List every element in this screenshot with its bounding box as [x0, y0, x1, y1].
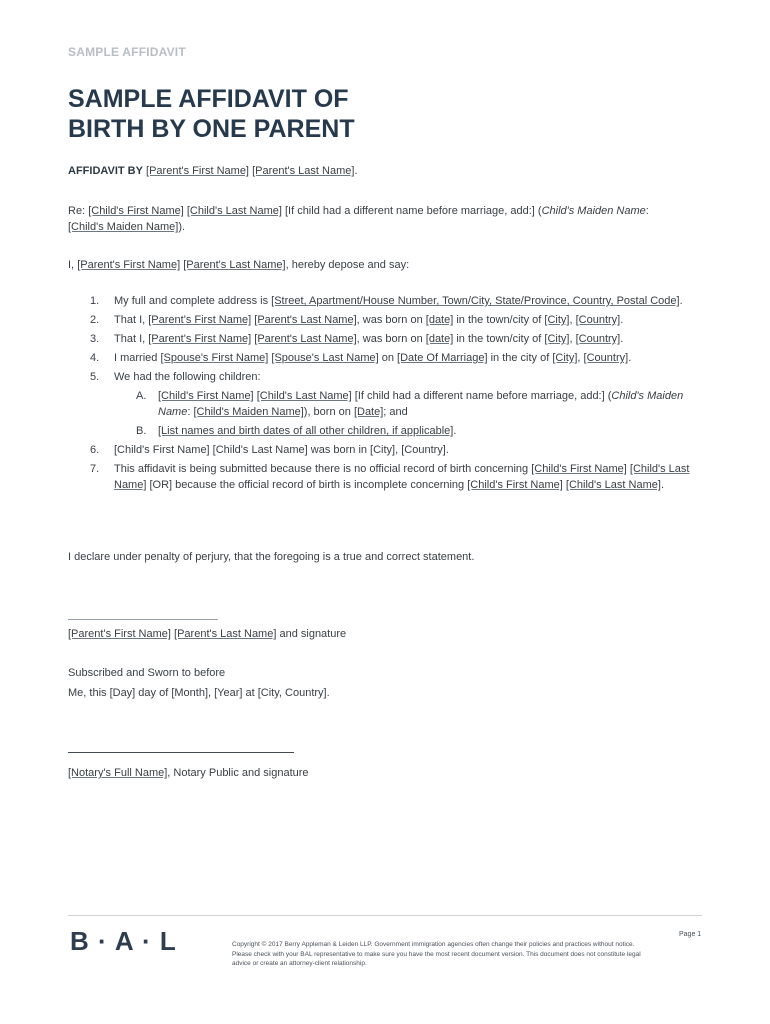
maiden-name-label: Child's Maiden Name: [541, 205, 646, 217]
maiden-name-label: Name: [158, 406, 188, 418]
item-number: 4.: [90, 352, 100, 364]
date-placeholder: [date]: [425, 333, 454, 345]
statement-list: [68, 293, 708, 496]
sworn-line-2: Me, this [Day] day of [Month], [Year] at [City, Country].: [68, 687, 330, 699]
item-text: I married: [114, 352, 158, 364]
item-number: 5.: [90, 371, 100, 383]
item-number: 1.: [90, 295, 100, 307]
item-text: My full and complete address is: [114, 295, 269, 307]
child-last-name-placeholder: [Child's Last Name]: [256, 390, 352, 402]
punctuation: ,: [569, 314, 573, 326]
notary-caption: [68, 765, 708, 781]
notary-signature-line: [68, 752, 294, 753]
punctuation: :: [187, 406, 191, 418]
punctuation: .: [660, 479, 664, 491]
list-item: [68, 442, 708, 458]
list-item: [68, 293, 708, 309]
parent-last-name-placeholder: [Parent's Last Name]: [254, 314, 357, 326]
running-header: SAMPLE AFFIDAVIT: [68, 45, 186, 59]
other-children-placeholder: [List names and birth dates of all other children, if applicable]: [158, 425, 454, 437]
punctuation: ,: [569, 333, 573, 345]
child-first-name-placeholder: [Child's First Name]: [158, 390, 254, 402]
country-placeholder: [Country]: [583, 352, 629, 364]
subitem-letter: B.: [136, 425, 147, 437]
footer-divider: [68, 915, 702, 916]
list-item: [68, 312, 708, 328]
punctuation: :: [645, 205, 649, 217]
affidavit-by-line: [68, 163, 708, 179]
list-item: [68, 461, 708, 493]
depose-prefix: I,: [68, 259, 75, 271]
city-placeholder: [City]: [552, 352, 578, 364]
item-text: [OR] because the official record of birth is incomplete concerning: [149, 479, 465, 491]
item-text: We had the following children:: [114, 371, 261, 383]
notary-name-placeholder: [Notary's Full Name]: [68, 767, 168, 779]
parent-signature-caption: [68, 626, 708, 642]
subitem-letter: A.: [136, 390, 147, 402]
declaration: I declare under penalty of perjury, that the foregoing is a true and correct statement.: [68, 551, 475, 563]
punctuation: .: [620, 333, 624, 345]
child-maiden-name-placeholder: [Child's Maiden Name]: [68, 221, 179, 233]
list-subitem: [68, 423, 708, 439]
item-number: 3.: [90, 333, 100, 345]
depose-suffix: , hereby depose and say:: [285, 259, 410, 271]
punctuation: .: [453, 425, 457, 437]
child-first-name-placeholder: [Child's First Name]: [88, 205, 184, 217]
maiden-name-label: Child's Maiden: [611, 390, 684, 402]
copyright-notice: Copyright © 2017 Berry Appleman & Leiden LLP. Government immigration agencies often change their policies and practices without notice. Please check with your BAL representative to make sure you have the most recent document version. This document does not constitute legal advice or create an attorney-client relationship.: [232, 941, 641, 967]
child-last-name-placeholder: [Child's Last Name]: [565, 479, 661, 491]
marriage-date-placeholder: [Date Of Marriage]: [397, 352, 488, 364]
item-text: ), born on: [303, 406, 351, 418]
parent-first-name-placeholder: [Parent's First Name]: [148, 314, 252, 326]
parent-last-name-placeholder: [Parent's Last Name]: [183, 259, 286, 271]
parent-signature-line: [68, 619, 218, 620]
punctuation: .: [679, 295, 683, 307]
sworn-statement: [68, 665, 708, 701]
punctuation: ).: [178, 221, 186, 233]
item-text: in the town/city of: [456, 314, 542, 326]
item-text: in the town/city of: [456, 333, 542, 345]
item-text: in the city of: [490, 352, 550, 364]
parent-first-name-placeholder: [Parent's First Name]: [77, 259, 181, 271]
country-placeholder: [Country]: [575, 314, 621, 326]
notary-suffix: , Notary Public and signature: [167, 767, 309, 779]
punctuation: .: [620, 314, 624, 326]
list-item: [68, 350, 708, 366]
item-text: , was born on: [356, 333, 423, 345]
parent-last-name-placeholder: [Parent's Last Name]: [252, 165, 355, 177]
parent-first-name-placeholder: [Parent's First Name]: [146, 165, 249, 177]
parent-first-name-placeholder: [Parent's First Name]: [68, 628, 171, 640]
date-placeholder: [date]: [425, 314, 454, 326]
re-instruction: [If child had a different name before marriage, add:] (: [284, 205, 542, 217]
list-subitem: [68, 388, 708, 420]
spouse-last-name-placeholder: [Spouse's Last Name]: [271, 352, 379, 364]
item-text: That I,: [114, 333, 146, 345]
spouse-first-name-placeholder: [Spouse's First Name]: [160, 352, 269, 364]
item-text: [If child had a different name before marriage, add:] (: [354, 390, 612, 402]
punctuation: .: [354, 165, 358, 177]
re-line: [68, 203, 708, 235]
bal-logo: B · A · L: [70, 926, 177, 956]
title-line-1: SAMPLE AFFIDAVIT OF: [68, 85, 349, 113]
sworn-line-1: Subscribed and Sworn to before: [68, 667, 226, 679]
re-prefix: Re:: [68, 205, 86, 217]
child-first-name-placeholder: [Child's First Name]: [531, 463, 627, 475]
item-text: on: [381, 352, 394, 364]
child-last-name-placeholder: [Child's Last Name]: [186, 205, 282, 217]
item-text: ; and: [383, 406, 408, 418]
punctuation: ,: [577, 352, 581, 364]
item-number: 6.: [90, 444, 100, 456]
item-number: 7.: [90, 463, 100, 475]
depose-line: [68, 257, 708, 273]
title-line-2: BIRTH BY ONE PARENT: [68, 115, 355, 143]
document-title: [68, 84, 628, 144]
city-placeholder: [City]: [544, 333, 570, 345]
city-placeholder: [City]: [544, 314, 570, 326]
punctuation: .: [628, 352, 632, 364]
date-placeholder: [Date]: [353, 406, 384, 418]
item-text: , was born on: [356, 314, 423, 326]
item-text: That I,: [114, 314, 146, 326]
parent-last-name-placeholder: [Parent's Last Name]: [254, 333, 357, 345]
parent-last-name-placeholder: [Parent's Last Name]: [174, 628, 277, 640]
country-placeholder: [Country]: [575, 333, 621, 345]
parent-first-name-placeholder: [Parent's First Name]: [148, 333, 252, 345]
affidavit-by-label: AFFIDAVIT BY: [68, 165, 143, 177]
item-number: 2.: [90, 314, 100, 326]
list-item: [68, 331, 708, 347]
item-text: [Child's First Name] [Child's Last Name] was born in [City], [Country].: [114, 444, 449, 456]
signature-suffix: and signature: [279, 628, 347, 640]
child-first-name-placeholder: [Child's First Name]: [467, 479, 563, 491]
child-last-name-placeholder: [Child's Last Name]: [114, 463, 690, 491]
child-maiden-name-placeholder: [Child's Maiden Name]: [193, 406, 304, 418]
address-placeholder: [Street, Apartment/House Number, Town/City, State/Province, Country, Postal Code]: [271, 295, 680, 307]
list-item: [68, 369, 708, 385]
item-text: This affidavit is being submitted because there is no official record of birth concerning: [114, 463, 529, 475]
page-number: Page 1: [679, 931, 702, 938]
